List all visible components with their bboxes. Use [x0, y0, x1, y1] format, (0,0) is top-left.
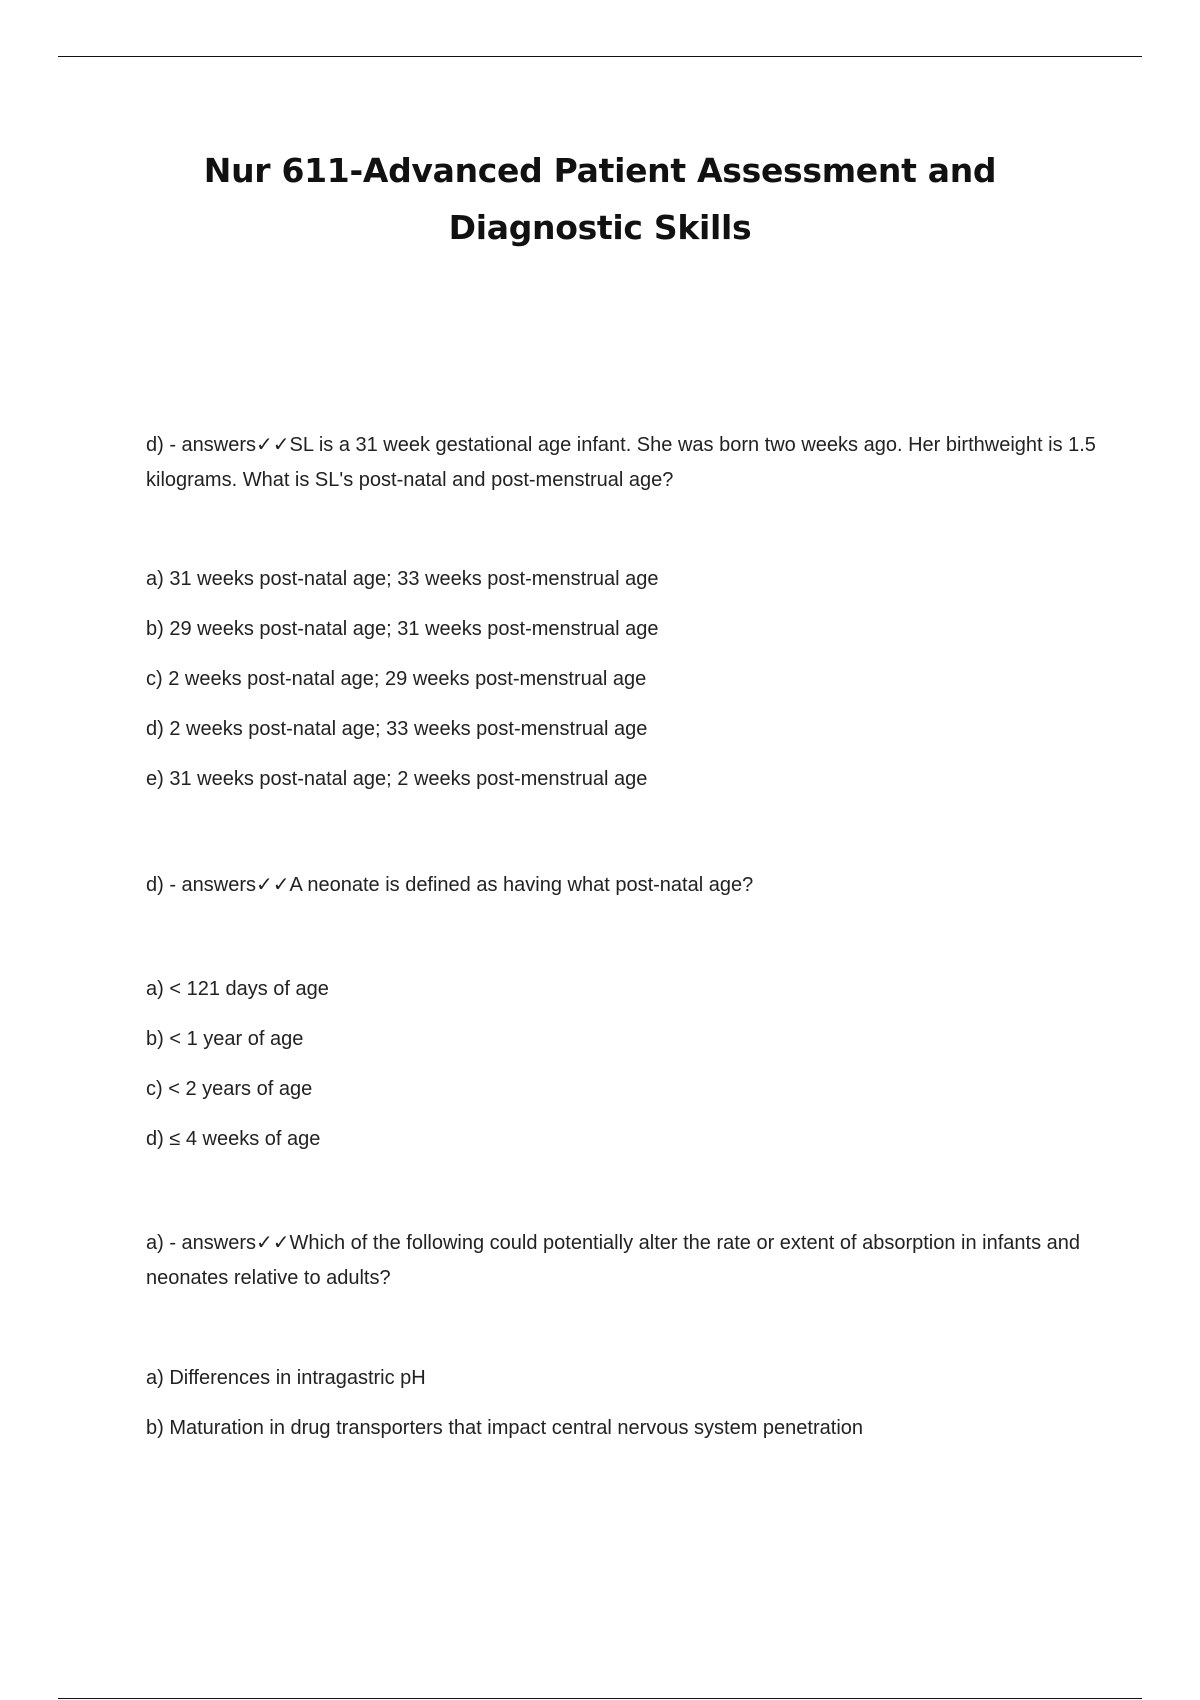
answer-option: b) Maturation in drug transporters that impact central nervous system penetration: [146, 1417, 864, 1439]
document-title: Nur 611-Advanced Patient Assessment and Diagnostic Skills: [203, 151, 997, 247]
bottom-divider: [58, 1698, 1142, 1699]
answer-option: a) 31 weeks post-natal age; 33 weeks post-menstrual age: [146, 568, 659, 590]
question-text: d) - answers✓✓SL is a 31 week gestational age infant. She was born two weeks ago. Her birthweight is 1.5 kilograms. What is SL's post-natal and post-menstrual age?: [146, 434, 1096, 491]
answer-options: [146, 554, 1096, 804]
question-block-2: [146, 868, 1096, 1164]
answer-option: a) < 121 days of age: [146, 978, 329, 1000]
answer-option: d) ≤ 4 weeks of age: [146, 1128, 321, 1150]
question-block-1: [146, 428, 1096, 804]
answer-options: [146, 1353, 1096, 1453]
answer-option: e) 31 weeks post-natal age; 2 weeks post-menstrual age: [146, 768, 648, 790]
answer-option: c) 2 weeks post-natal age; 29 weeks post-menstrual age: [146, 668, 647, 690]
question-block-3: [146, 1226, 1096, 1453]
answer-options: [146, 964, 1096, 1164]
question-text: a) - answers✓✓Which of the following could potentially alter the rate or extent of absorption in infants and neonates relative to adults?: [146, 1232, 1081, 1289]
answer-option: c) < 2 years of age: [146, 1078, 313, 1100]
answer-option: d) 2 weeks post-natal age; 33 weeks post-menstrual age: [146, 718, 648, 740]
answer-option: a) Differences in intragastric pH: [146, 1367, 426, 1389]
answer-option: b) 29 weeks post-natal age; 31 weeks post-menstrual age: [146, 618, 659, 640]
question-text: d) - answers✓✓A neonate is defined as having what post-natal age?: [146, 874, 754, 896]
top-divider: [58, 56, 1142, 57]
answer-option: b) < 1 year of age: [146, 1028, 304, 1050]
